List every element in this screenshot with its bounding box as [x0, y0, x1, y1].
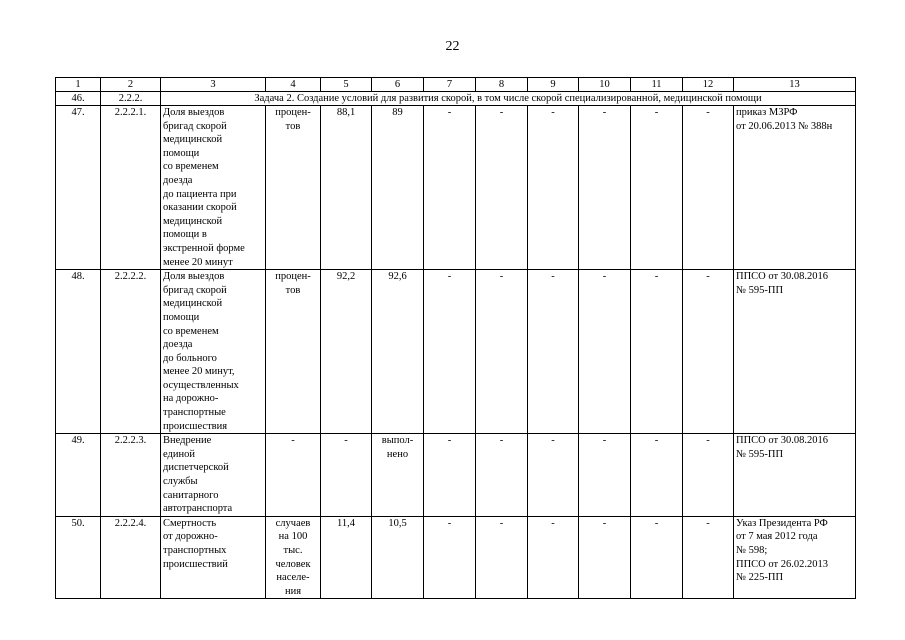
column-number: 13 [734, 78, 856, 92]
value-col11: - [631, 516, 683, 599]
value-col10: - [579, 106, 631, 270]
table-row [56, 516, 856, 599]
value-col6: выпол- нено [372, 434, 424, 517]
value-col6: 10,5 [372, 516, 424, 599]
column-number: 2 [101, 78, 161, 92]
source-document: ППСО от 30.08.2016 № 595-ПП [734, 434, 856, 517]
row-number: 49. [56, 434, 101, 517]
value-col9: - [528, 516, 579, 599]
table-row [56, 270, 856, 434]
column-number: 1 [56, 78, 101, 92]
column-number: 11 [631, 78, 683, 92]
column-number: 6 [372, 78, 424, 92]
source-document: приказ МЗРФ от 20.06.2013 № 388н [734, 106, 856, 270]
value-col9: - [528, 270, 579, 434]
row-number: 46. [56, 92, 101, 106]
value-col10: - [579, 270, 631, 434]
row-code: 2.2.2.3. [101, 434, 161, 517]
indicators-table [55, 77, 856, 599]
unit: процен- тов [266, 106, 321, 270]
page-number: 22 [445, 39, 460, 54]
value-col5: 88,1 [321, 106, 372, 270]
value-col9: - [528, 106, 579, 270]
value-col6: 89 [372, 106, 424, 270]
column-number: 10 [579, 78, 631, 92]
column-number: 9 [528, 78, 579, 92]
value-col10: - [579, 434, 631, 517]
row-code: 2.2.2.1. [101, 106, 161, 270]
row-number: 48. [56, 270, 101, 434]
row-code: 2.2.2. [101, 92, 161, 106]
value-col5: 11,4 [321, 516, 372, 599]
value-col12: - [683, 516, 734, 599]
row-code: 2.2.2.4. [101, 516, 161, 599]
task-title: Задача 2. Создание условий для развития скорой, в том числе скорой специализированной, медицинской помощи [161, 92, 856, 106]
column-number: 4 [266, 78, 321, 92]
value-col5: 92,2 [321, 270, 372, 434]
value-col10: - [579, 516, 631, 599]
value-col9: - [528, 434, 579, 517]
column-number: 8 [476, 78, 528, 92]
column-number: 5 [321, 78, 372, 92]
value-col12: - [683, 270, 734, 434]
value-col8: - [476, 516, 528, 599]
unit: случаев на 100 тыс. человек населе- ния [266, 516, 321, 599]
value-col7: - [424, 270, 476, 434]
value-col8: - [476, 434, 528, 517]
column-number: 7 [424, 78, 476, 92]
value-col11: - [631, 270, 683, 434]
indicator-name: Смертность от дорожно- транспортных происшествий [161, 516, 266, 599]
indicator-name: Внедрение единой диспетчерской службы санитарного автотранспорта [161, 434, 266, 517]
row-code: 2.2.2.2. [101, 270, 161, 434]
value-col7: - [424, 106, 476, 270]
column-number: 12 [683, 78, 734, 92]
value-col6: 92,6 [372, 270, 424, 434]
indicator-name: Доля выездов бригад скорой медицинской помощи со временем доезда до больного менее 20 минут, осуществленных на дорожно- транспортные происшествия [161, 270, 266, 434]
task-row [56, 92, 856, 106]
value-col12: - [683, 434, 734, 517]
value-col11: - [631, 106, 683, 270]
table-row [56, 434, 856, 517]
value-col7: - [424, 516, 476, 599]
unit: процен- тов [266, 270, 321, 434]
value-col8: - [476, 270, 528, 434]
column-number-row [56, 78, 856, 92]
table-row [56, 106, 856, 270]
source-document: ППСО от 30.08.2016 № 595-ПП [734, 270, 856, 434]
row-number: 50. [56, 516, 101, 599]
column-number: 3 [161, 78, 266, 92]
source-document: Указ Президента РФ от 7 мая 2012 года № 598; ППСО от 26.02.2013 № 225-ПП [734, 516, 856, 599]
unit: - [266, 434, 321, 517]
value-col11: - [631, 434, 683, 517]
row-number: 47. [56, 106, 101, 270]
value-col8: - [476, 106, 528, 270]
value-col5: - [321, 434, 372, 517]
value-col7: - [424, 434, 476, 517]
indicator-name: Доля выездов бригад скорой медицинской помощи со временем доезда до пациента при оказании скорой медицинской помощи в экстренной форме менее 20 минут [161, 106, 266, 270]
value-col12: - [683, 106, 734, 270]
